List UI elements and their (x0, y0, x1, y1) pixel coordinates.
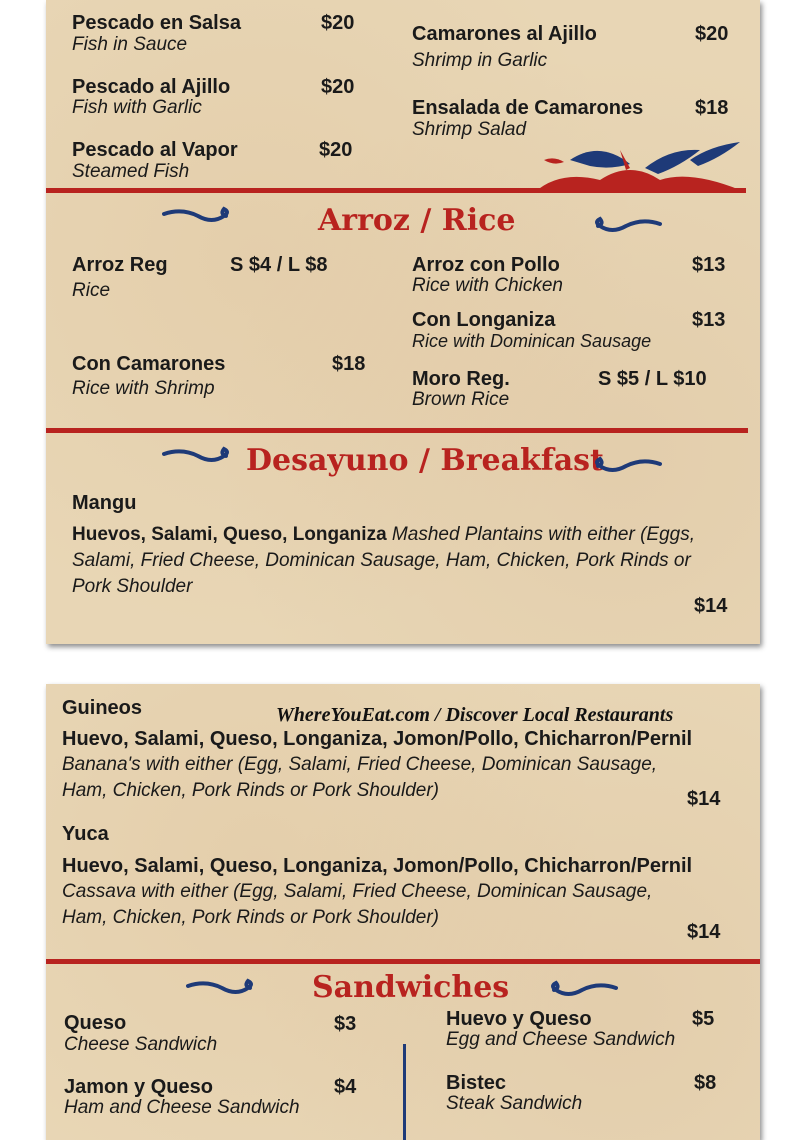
item-desc: Rice with Dominican Sausage (412, 331, 652, 351)
item-desc: Fish with Garlic (72, 97, 202, 118)
item-name: Guineos (62, 697, 143, 719)
item-name: Ensalada de Camarones (412, 97, 644, 119)
section-title-breakfast: Desayuno / Breakfast (246, 443, 604, 478)
section-title-sandwiches: Sandwiches (312, 970, 510, 1005)
item-name: Camarones al Ajillo (412, 23, 597, 45)
item-desc: Shrimp Salad (412, 119, 527, 140)
item-desc: Steamed Fish (72, 161, 190, 182)
item-price: $14 (687, 921, 721, 943)
item-name: Moro Reg. (412, 368, 510, 390)
item-name: Queso (64, 1012, 127, 1034)
item-desc: Steak Sandwich (446, 1093, 583, 1114)
section-divider (46, 428, 748, 433)
item-name: Pescado al Vapor (72, 139, 238, 161)
item-price: $20 (321, 76, 355, 98)
item-name: Pescado al Ajillo (72, 76, 231, 98)
item-price: $8 (694, 1072, 717, 1094)
item-price: $18 (332, 353, 366, 375)
item-price: $20 (695, 23, 729, 45)
item-name: Bistec (446, 1072, 507, 1094)
item-price: $14 (694, 595, 728, 617)
item-desc: Ham, Chicken, Pork Rinds or Pork Shoulder) (62, 780, 439, 801)
item-desc: Brown Rice (412, 389, 510, 410)
item-price: $13 (692, 309, 726, 331)
item-price: $5 (692, 1008, 715, 1030)
swirl-left-icon (162, 444, 234, 470)
item-desc: Ham, Chicken, Pork Rinds or Pork Shoulder) (62, 907, 439, 928)
item-name: Mangu (72, 492, 137, 514)
watermark: WhereYouEat.com / Discover Local Restaurants (276, 704, 674, 726)
item-price: $13 (692, 254, 726, 276)
item-description-block (72, 522, 756, 600)
item-price: S $5 / L $10 (598, 368, 707, 390)
swirl-left-icon (186, 976, 258, 1002)
swirl-right-icon (590, 212, 662, 238)
item-desc: Egg and Cheese Sandwich (446, 1029, 676, 1050)
item-description-block (62, 726, 752, 804)
section-divider (46, 959, 760, 964)
item-desc: Cheese Sandwich (64, 1034, 218, 1055)
swirl-right-icon (546, 976, 618, 1002)
menu-panel-top (46, 0, 760, 644)
item-desc: Shrimp in Garlic (412, 50, 548, 71)
item-name: Huevo y Queso (446, 1008, 592, 1030)
item-name: Yuca (62, 823, 109, 845)
item-price: $3 (334, 1013, 357, 1035)
item-desc: Mashed Plantains with either (Eggs, (391, 524, 696, 545)
item-description-block (62, 853, 752, 931)
item-price: $4 (334, 1076, 357, 1098)
item-price: $14 (687, 788, 721, 810)
item-name: Con Camarones (72, 353, 226, 375)
item-price: $20 (319, 139, 353, 161)
item-desc: Salami, Fried Cheese, Dominican Sausage, Ham, Chicken, Pork Rinds or (72, 550, 691, 571)
item-name: Con Longaniza (412, 309, 556, 331)
item-name: Jamon y Queso (64, 1076, 213, 1098)
item-desc: Rice with Shrimp (72, 378, 215, 399)
item-name: Arroz con Pollo (412, 254, 560, 276)
swirl-left-icon (162, 204, 234, 230)
column-divider (403, 1044, 406, 1140)
item-price: $20 (321, 12, 355, 34)
item-desc: Rice with Chicken (412, 275, 563, 296)
item-price: $18 (695, 97, 729, 119)
item-desc: Banana's with either (Egg, Salami, Fried Cheese, Dominican Sausage, (62, 754, 658, 775)
item-desc: Cassava with either (Egg, Salami, Fried Cheese, Dominican Sausage, (62, 881, 653, 902)
item-options: Huevo, Salami, Queso, Longaniza, Jomon/Pollo, Chicharron/Pernil (62, 728, 693, 750)
item-desc: Fish in Sauce (72, 34, 188, 55)
item-desc: Rice (72, 280, 111, 301)
item-price: S $4 / L $8 (230, 254, 328, 276)
swirl-right-icon (590, 452, 662, 478)
item-desc: Pork Shoulder (72, 576, 193, 597)
item-options: Huevos, Salami, Queso, Longaniza (72, 524, 387, 545)
item-options: Huevo, Salami, Queso, Longaniza, Jomon/Pollo, Chicharron/Pernil (62, 855, 693, 877)
section-title-rice: Arroz / Rice (318, 203, 516, 238)
menu-panel-bottom (46, 684, 760, 1140)
section-divider (46, 188, 746, 193)
item-desc: Ham and Cheese Sandwich (64, 1097, 300, 1118)
item-name: Pescado en Salsa (72, 12, 241, 34)
item-name: Arroz Reg (72, 254, 168, 276)
